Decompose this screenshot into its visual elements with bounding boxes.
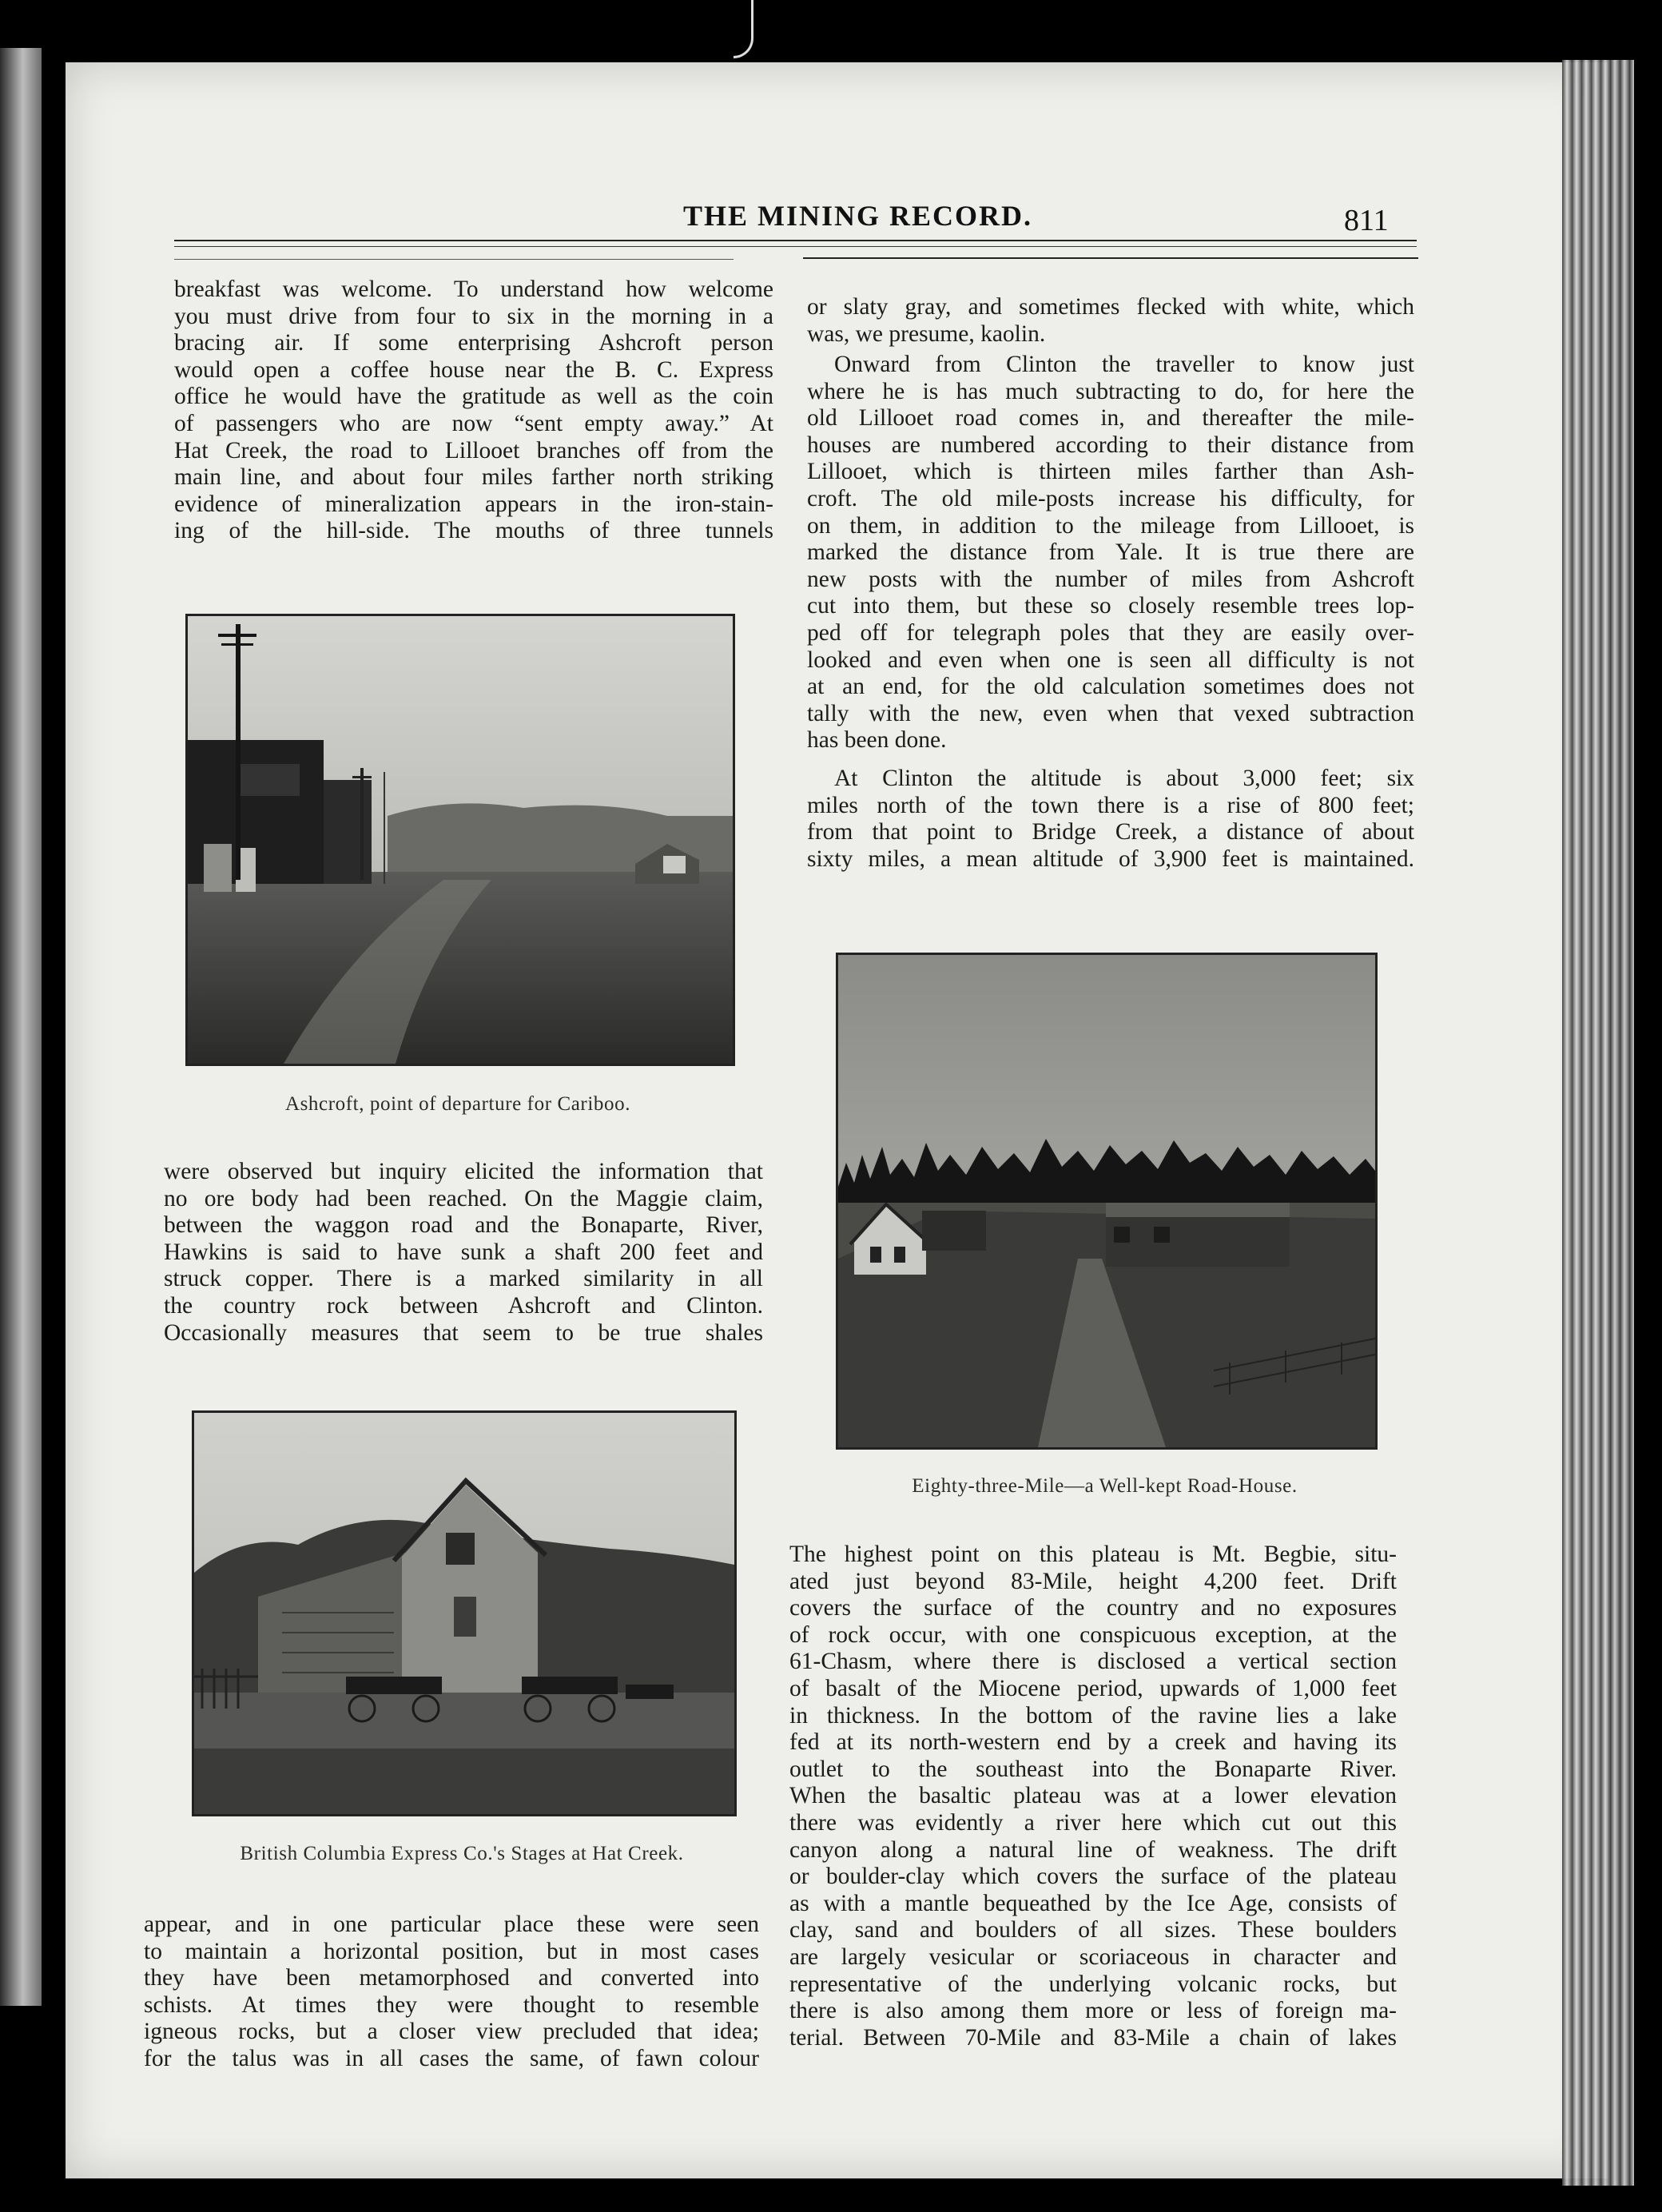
- hat-creek-barn-image: [194, 1413, 734, 1814]
- text-line: 61-Chasm, where there is disclosed a vertical section: [789, 1649, 1397, 1675]
- text-line: new posts with the number of miles from Ashcroft: [807, 566, 1414, 592]
- text-line: at an end, for the old calculation sometimes does not: [807, 674, 1414, 700]
- text-line: looked and even when one is seen all difficulty is not: [807, 646, 1414, 673]
- road-house-image: [838, 955, 1375, 1447]
- right-paragraph-1: [807, 294, 1414, 348]
- text-line: bracing air. If some enterprising Ashcroft person: [174, 330, 773, 356]
- text-line: breakfast was welcome. To understand how welcome: [174, 276, 773, 302]
- text-line: igneous rocks, but a closer view precluded that idea;: [144, 2019, 759, 2045]
- text-line: covers the surface of the country and no exposures: [789, 1595, 1397, 1621]
- text-line: no ore body had been reached. On the Maggie claim,: [164, 1185, 763, 1211]
- text-line: schists. At times they were thought to resemble: [144, 1991, 759, 2018]
- right-paragraph-3: [807, 766, 1414, 873]
- text-line: of rock occur, with one conspicuous exception, at the: [789, 1621, 1397, 1648]
- text-line: outlet to the southeast into the Bonaparte River.: [789, 1756, 1397, 1782]
- text-line: miles north of the town there is a rise of 800 feet;: [807, 792, 1414, 818]
- caption-hat-creek: British Columbia Express Co.'s Stages at Hat Creek.: [240, 1843, 684, 1864]
- text-line: would open a coffee house near the B. C. Express: [174, 356, 773, 383]
- text-line: cut into them, but these so closely resemble trees lop-: [807, 593, 1414, 619]
- left-paragraph-3: [144, 1912, 759, 2073]
- text-line: representative of the underlying volcanic rocks, but: [789, 1971, 1397, 1997]
- page-number: 811: [1344, 204, 1389, 237]
- header-rule-right: [803, 257, 1418, 259]
- text-line: there was evidently a river here which cut out this: [789, 1809, 1397, 1836]
- text-line: was, we presume, kaolin.: [807, 320, 1046, 347]
- text-line: terial. Between 70-Mile and 83-Mile a chain of lakes: [789, 2024, 1397, 2051]
- text-line: old Lillooet road comes in, and thereafter the mile-: [807, 405, 1414, 432]
- text-line: or boulder-clay which covers the surface of the plateau: [789, 1864, 1397, 1890]
- running-head-title: THE MINING RECORD.: [683, 200, 1033, 232]
- text-line: ing of the hill-side. The mouths of three tunnels: [174, 518, 773, 544]
- text-line: At Clinton the altitude is about 3,000 feet; six: [834, 766, 1414, 791]
- text-line: sixty miles, a mean altitude of 3,900 feet is maintained.: [807, 845, 1414, 872]
- left-paragraph-2: [164, 1159, 763, 1347]
- photo-hat-creek: [192, 1410, 737, 1816]
- header-rule-thin: [174, 246, 1417, 247]
- text-line: Onward from Clinton the traveller to know just: [834, 352, 1414, 377]
- page-stack-edge: [1562, 60, 1634, 2186]
- text-line: evidence of mineralization appears in the iron-stain-: [174, 491, 773, 517]
- text-line: to maintain a horizontal position, but in most cases: [144, 1938, 759, 1964]
- text-line: where he is has much subtracting to do, for here the: [807, 378, 1414, 404]
- text-line: clay, sand and boulders of all sizes. These boulders: [789, 1917, 1397, 1943]
- header-rule: [174, 240, 1417, 241]
- text-line: as with a mantle bequeathed by the Ice Age, consists of: [789, 1890, 1397, 1916]
- left-paragraph-1: [174, 276, 773, 545]
- text-line: canyon along a natural line of weakness. The drift: [789, 1836, 1397, 1863]
- text-line: fed at its north-western end by a creek and having its: [789, 1729, 1397, 1756]
- text-line: Occasionally measures that seem to be true shales: [164, 1319, 763, 1346]
- text-line: struck copper. There is a marked similarity in all: [164, 1266, 763, 1292]
- text-line: on them, in addition to the mileage from Lillooet, is: [807, 512, 1414, 539]
- text-line: main line, and about four miles farther north striking: [174, 464, 773, 491]
- text-line: Hat Creek, the road to Lillooet branches off from the: [174, 437, 773, 463]
- text-line: appear, and in one particular place these were seen: [144, 1912, 759, 1937]
- text-line: tally with the new, even when that vexed subtraction: [807, 700, 1414, 726]
- caption-ashcroft: Ashcroft, point of departure for Cariboo.: [284, 1093, 631, 1115]
- photo-ashcroft: [185, 614, 735, 1066]
- photo-eighty-three-mile: [836, 953, 1378, 1450]
- text-line: the country rock between Ashcroft and Clinton.: [164, 1292, 763, 1319]
- text-line: in thickness. In the bottom of the ravine lies a lake: [789, 1702, 1397, 1729]
- text-line: ated just beyond 83-Mile, height 4,200 feet. Drift: [789, 1568, 1397, 1594]
- text-line: are largely vesicular or scoriaceous in character and: [789, 1943, 1397, 1970]
- text-line: The highest point on this plateau is Mt. Begbie, situ-: [789, 1542, 1397, 1567]
- right-paragraph-4: [789, 1542, 1397, 2051]
- text-line: ped off for telegraph poles that they are easily over-: [807, 619, 1414, 646]
- text-line: of passengers who are now “sent empty away.” At: [174, 410, 773, 436]
- header-rule-left: [174, 259, 734, 260]
- text-line: were observed but inquiry elicited the information that: [164, 1159, 763, 1184]
- right-paragraph-2: [807, 352, 1414, 754]
- text-line: for the talus was in all cases the same, of fawn colour: [144, 2045, 759, 2071]
- caption-road-house: Eighty-three-Mile—a Well-kept Road-House.: [912, 1475, 1298, 1497]
- facing-page-edge: [0, 48, 42, 2006]
- text-line: marked the distance from Yale. It is true there are: [807, 539, 1414, 566]
- text-line: between the waggon road and the Bonaparte, River,: [164, 1212, 763, 1239]
- text-line: Lillooet, which is thirteen miles farther than Ash-: [807, 459, 1414, 485]
- text-line: you must drive from four to six in the morning in a: [174, 303, 773, 329]
- text-line: has been done.: [807, 727, 947, 754]
- text-line: or slaty gray, and sometimes flecked with white, which: [807, 294, 1414, 320]
- ashcroft-street-image: [188, 616, 733, 1064]
- text-line: office he would have the gratitude as well as the coin: [174, 384, 773, 410]
- text-line: croft. The old mile-posts increase his difficulty, for: [807, 485, 1414, 511]
- text-line: they have been metamorphosed and converted into: [144, 1965, 759, 1991]
- text-line: from that point to Bridge Creek, a distance of about: [807, 819, 1414, 845]
- text-line: When the basaltic plateau was at a lower elevation: [789, 1783, 1397, 1809]
- text-line: houses are numbered according to their distance from: [807, 432, 1414, 458]
- text-line: there is also among them more or less of foreign ma-: [789, 1998, 1397, 2024]
- text-line: of basalt of the Miocene period, upwards of 1,000 feet: [789, 1675, 1397, 1701]
- text-line: Hawkins is said to have sunk a shaft 200 feet and: [164, 1239, 763, 1265]
